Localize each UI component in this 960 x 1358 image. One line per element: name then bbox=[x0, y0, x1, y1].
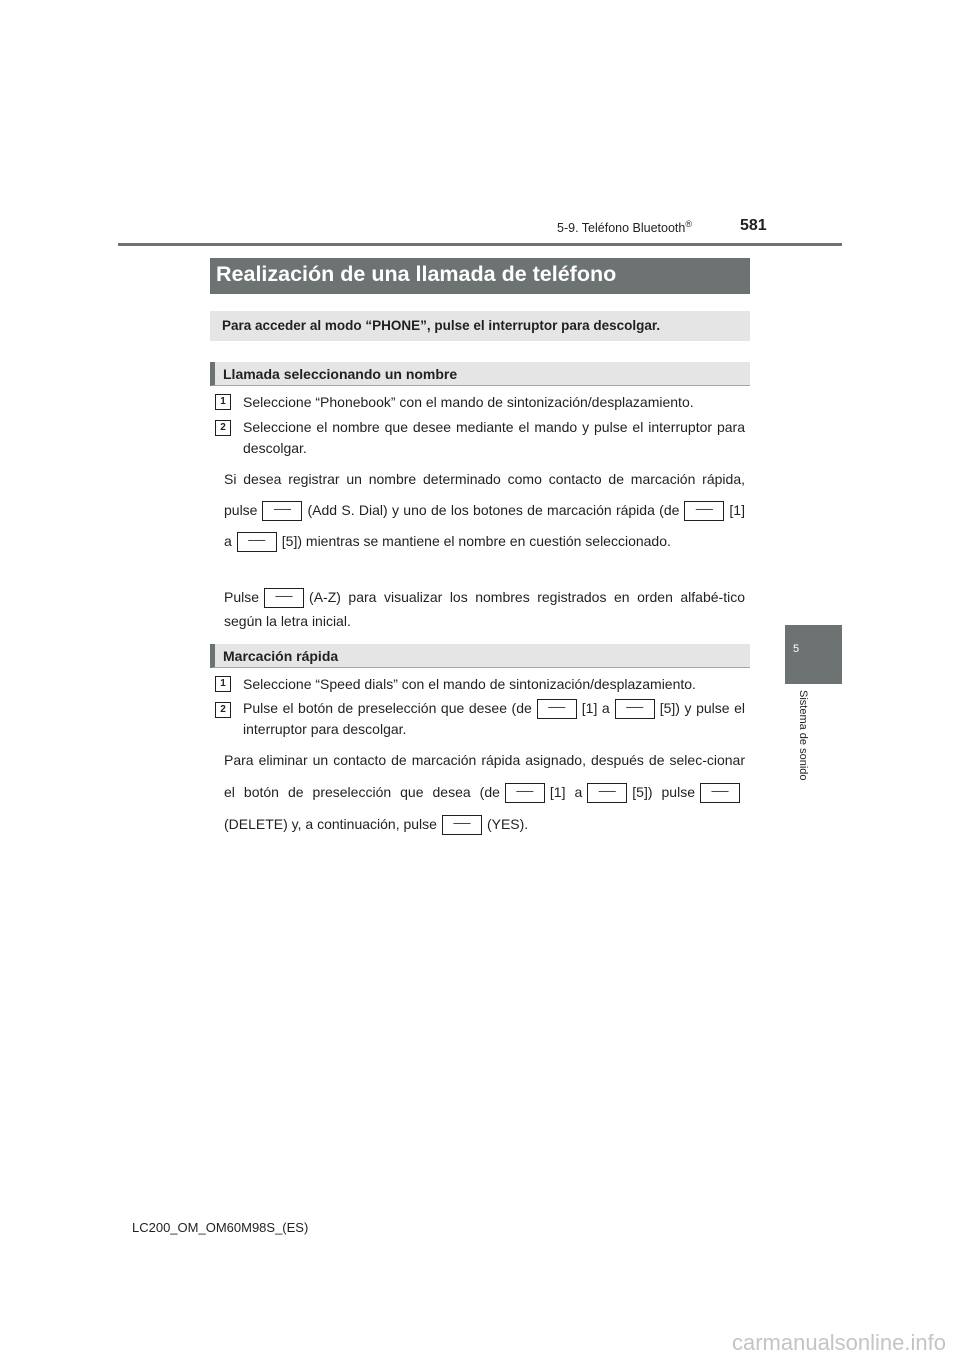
intro-text: Para acceder al modo “PHONE”, pulse el interruptor para descolgar. bbox=[222, 318, 661, 333]
page-title: Realización de una llamada de teléfono bbox=[216, 262, 617, 286]
note-paragraph: Pulse ── (A-Z) para visualizar los nombres registrados en orden alfabé-tico según la letra inicial. bbox=[224, 589, 745, 629]
step-number: 2 bbox=[215, 420, 231, 436]
delete-button-icon: ── bbox=[700, 783, 740, 803]
yes-button-icon: ── bbox=[442, 815, 482, 835]
note-paragraph: Para eliminar un contacto de marcación rápida asignado, después de selec-cionar el botón de preselección que desea (de ── [1] a ── [5]) pulse ──(DELETE) y, a continuación, pulse ── (YES). bbox=[224, 744, 745, 840]
az-button-icon: ── bbox=[264, 588, 304, 608]
step-text: Seleccione “Phonebook” con el mando de sintonización/desplazamiento. bbox=[243, 394, 694, 410]
step-number: 1 bbox=[215, 676, 231, 692]
note-paragraph: Si desea registrar un nombre determinado como contacto de marcación rápida, pulse ── (Add S. Dial) y uno de los botones de marcación rápida (de ── [1] a ── [5]) mientras se mantiene el nombre en cuestión seleccionado. bbox=[224, 464, 745, 557]
preset-button-icon: ── bbox=[587, 783, 627, 803]
step-number: 1 bbox=[215, 394, 231, 410]
chapter-label: Sistema de sonido bbox=[797, 690, 809, 781]
step-text: Seleccione “Speed dials” con el mando de sintonización/desplazamiento. bbox=[243, 676, 696, 692]
preset-button-icon: ── bbox=[684, 501, 724, 521]
header-divider bbox=[118, 243, 842, 246]
chapter-number: 5 bbox=[792, 643, 800, 655]
section-header bbox=[557, 218, 692, 235]
subheading-name: Llamada seleccionando un nombre bbox=[223, 366, 458, 382]
preset-button-icon: ── bbox=[615, 699, 655, 719]
step-text: Pulse el botón de preselección que desee (de ── [1] a ── [5]) y pulse el interruptor para descolgar. bbox=[243, 700, 745, 738]
add-speed-dial-button-icon: ── bbox=[262, 501, 302, 521]
step-text: Seleccione el nombre que desee mediante el mando y pulse el interruptor para descolgar. bbox=[243, 419, 745, 456]
registered-mark: ® bbox=[685, 218, 692, 229]
step-number: 2 bbox=[215, 702, 231, 718]
watermark: carmanualsonline.info bbox=[731, 1330, 946, 1355]
preset-button-icon: ── bbox=[537, 699, 577, 719]
page-number: 581 bbox=[740, 217, 767, 234]
document-code: LC200_OM_OM60M98S_(ES) bbox=[132, 1220, 309, 1235]
preset-button-icon: ── bbox=[237, 532, 277, 552]
subheading-speed: Marcación rápida bbox=[223, 648, 339, 664]
section-title: 5-9. Teléfono Bluetooth bbox=[557, 221, 686, 235]
preset-button-icon: ── bbox=[505, 783, 545, 803]
